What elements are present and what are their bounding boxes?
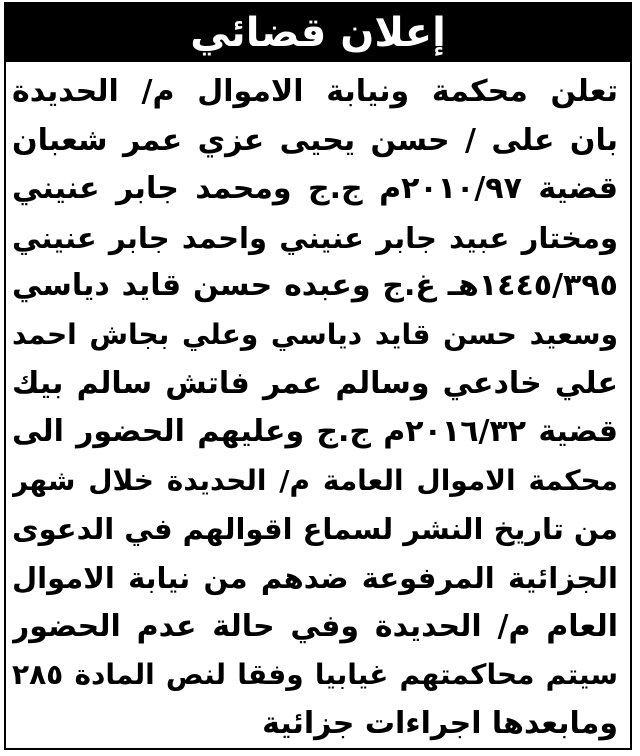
notice-title: إعلان قضائي	[190, 10, 446, 56]
notice-line: قضية ٢٠١٦/٣٢م ج.ج وعليهم الحضور الى	[12, 414, 618, 450]
notice-line: قضية ٢٠١٠/٩٧م ج.ج ومحمد جابر عنيني	[12, 171, 618, 207]
notice-body	[12, 68, 618, 748]
notice-line: ١٤٤٥/٣٩٥هـ غ.ج وعبده حسن قايد دياسي	[12, 268, 618, 304]
notice-line: وسعيد حسن قايد دياسي وعلي بجاش احمد	[12, 317, 618, 351]
notice-line: ومختار عبيد جابر عنيني واحمد جابر عنيني	[12, 220, 618, 255]
notice-line: من تاريخ النشر لسماع اقوالهم في الدعوى	[12, 512, 618, 547]
notice-line: بان على / حسن يحيى عزي عمر شعبان	[12, 122, 618, 158]
judicial-notice	[4, 2, 632, 750]
notice-line: ومابعدها اجراءات جزائية	[262, 705, 618, 741]
notice-line: العام م/ الحديدة وفي حالة عدم الحضور	[12, 608, 618, 644]
notice-line: محكمة الاموال العامة م/ الحديدة خلال شهر	[12, 463, 618, 497]
notice-header	[6, 4, 630, 62]
notice-line: سيتم محاكمتهم غيابيا وفقا لنص المادة ٢٨٥	[12, 658, 618, 692]
notice-line: تعلن محكمة ونيابة الاموال م/ الحديدة	[12, 74, 618, 109]
notice-line: الجزائية المرفوعة ضدهم من نيابة الاموال	[12, 560, 618, 595]
notice-line: علي خادعي وسالم عمر فاتش سالم بيك	[12, 365, 618, 401]
